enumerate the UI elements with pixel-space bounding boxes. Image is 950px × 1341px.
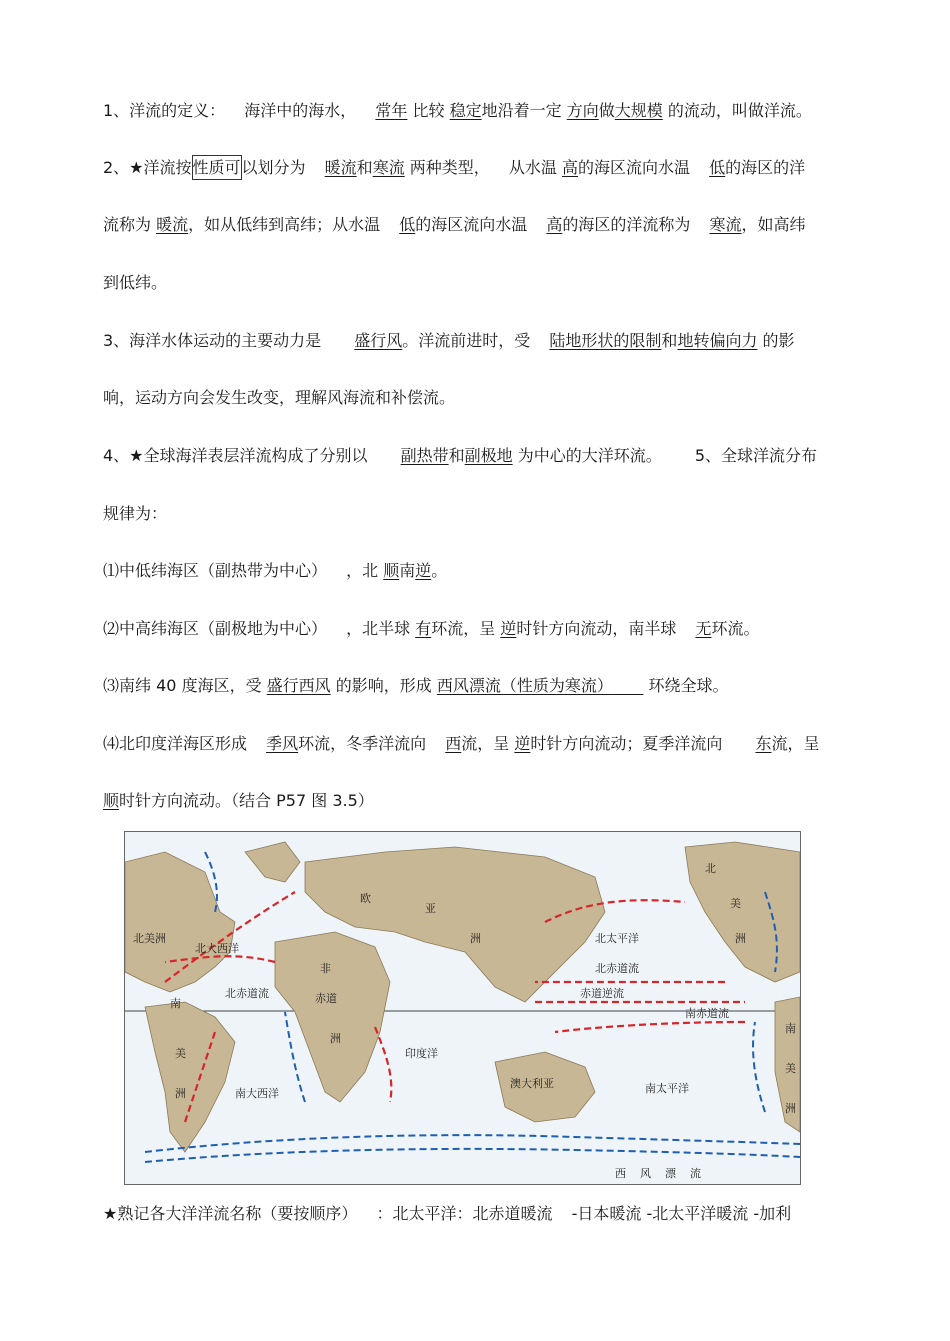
map-label: 洲 xyxy=(735,932,746,945)
map-label: 欧 xyxy=(360,892,371,905)
map-label: 漂 xyxy=(665,1167,676,1180)
text: ，北半球 xyxy=(346,619,411,638)
map-label: 南 xyxy=(785,1022,796,1035)
text: 流，呈 xyxy=(771,734,820,753)
map-label: 非 xyxy=(320,962,331,975)
answer: 低 xyxy=(709,158,726,177)
map-label: 南太平洋 xyxy=(645,1082,689,1095)
rule-4 xyxy=(103,733,868,755)
text: 时针方向流动；夏季洋流向 xyxy=(530,734,723,753)
text: 。 xyxy=(431,561,448,580)
map-label: 风 xyxy=(640,1167,651,1180)
text: -加利 xyxy=(753,1204,792,1223)
map-label: 南 xyxy=(170,997,181,1010)
text: 到低纬。 xyxy=(103,273,168,292)
map-label: 北赤道流 xyxy=(225,987,269,1000)
text: 3.5） xyxy=(332,791,374,810)
text: 1、洋流的定义： xyxy=(103,101,226,120)
answer: 低 xyxy=(399,215,416,234)
text: 的海区流向水温 xyxy=(578,158,691,177)
answer: 东 xyxy=(755,734,772,753)
map-label: 南大西洋 xyxy=(235,1087,279,1100)
answer: 逆 xyxy=(500,619,517,638)
text: 为中心的大洋环流。 xyxy=(517,446,662,465)
answer: 季风 xyxy=(266,734,299,753)
text: ，如高纬 xyxy=(741,215,806,234)
map-label: 北太平洋 xyxy=(595,932,639,945)
paragraph-1 xyxy=(103,100,868,122)
text: ⑷北印度洋海区形成 xyxy=(103,734,248,753)
text: 的流动，叫做洋流。 xyxy=(667,101,812,120)
answer: 高 xyxy=(546,215,563,234)
answer: 无 xyxy=(695,619,712,638)
map-label: 洲 xyxy=(470,932,481,945)
map-label: 北赤道流 xyxy=(595,962,639,975)
map-label: 流 xyxy=(690,1167,701,1180)
paragraph-2-line-3 xyxy=(103,272,868,294)
answer: 寒流 xyxy=(709,215,742,234)
answer: 顺 xyxy=(383,561,400,580)
text: 的海区的洋流称为 xyxy=(562,215,691,234)
ocean-currents-map xyxy=(124,831,801,1185)
text: ：北太平洋：北赤道暖流 xyxy=(376,1204,553,1223)
map-label: 西 xyxy=(615,1167,626,1180)
text: 以划分为 xyxy=(241,158,306,177)
answer: 副热带 xyxy=(400,446,449,465)
text: 。洋流前进时，受 xyxy=(402,331,531,350)
text: ★熟记各大洋洋流名称（要按顺序） xyxy=(103,1204,358,1223)
text: 40 xyxy=(156,676,177,695)
text: 两种类型， xyxy=(409,158,490,177)
rule-4-line-2 xyxy=(103,790,868,812)
answer: 西风漂流（性质为寒流） xyxy=(436,676,613,695)
text: 3、海洋水体运动的主要动力是 xyxy=(103,331,322,350)
text: 海洋中的海水， xyxy=(244,101,357,120)
answer: 西 xyxy=(445,734,462,753)
footer-line xyxy=(103,1203,868,1225)
answer: 寒流 xyxy=(372,158,405,177)
text: 时针方向流动。（结合 xyxy=(119,791,272,810)
answer: 方向 xyxy=(566,101,599,120)
map-label: 美 xyxy=(785,1062,796,1075)
text: 响，运动方向会发生改变，理解风海流和补偿流。 xyxy=(103,388,456,407)
map-label: 澳大利亚 xyxy=(510,1077,554,1090)
text: 的影 xyxy=(762,331,795,350)
answer: 暖流 xyxy=(156,215,189,234)
answer: 副极地 xyxy=(464,446,513,465)
paragraph-4-line-2 xyxy=(103,503,868,525)
text: 规律为： xyxy=(103,504,168,523)
map-label: 印度洋 xyxy=(405,1047,438,1060)
answer: 稳定 xyxy=(449,101,482,120)
answer: 高 xyxy=(562,158,579,177)
text: ⑴中低纬海区（副热带为中心） xyxy=(103,561,328,580)
text: 2、★洋流按 xyxy=(103,158,192,177)
answer: 陆地形状的限制 xyxy=(549,331,662,350)
map-label: 洲 xyxy=(330,1032,341,1045)
text: 地沿着一定 xyxy=(481,101,562,120)
map-label: 北美洲 xyxy=(133,932,166,945)
map-label: 美 xyxy=(175,1047,186,1060)
map-label: 洲 xyxy=(175,1087,186,1100)
rule-3 xyxy=(103,675,868,697)
text: 做 xyxy=(598,101,615,120)
text: -日本暖流 xyxy=(571,1204,642,1223)
text: 南 xyxy=(399,561,416,580)
text: 环流。 xyxy=(711,619,760,638)
text: 的海区的洋 xyxy=(725,158,806,177)
answer: 有 xyxy=(415,619,432,638)
boxed-text: 性质可 xyxy=(192,155,242,180)
text: 流称为 xyxy=(103,215,152,234)
underline-space xyxy=(613,676,644,695)
map-svg xyxy=(125,832,800,1184)
text: 的影响，形成 xyxy=(335,676,432,695)
text: -北太平洋暖流 xyxy=(646,1204,749,1223)
answer: 常年 xyxy=(375,101,408,120)
map-label: 北大西洋 xyxy=(195,942,239,955)
text: 度海区，受 xyxy=(181,676,262,695)
answer: 大规模 xyxy=(614,101,663,120)
text: 环流，呈 xyxy=(431,619,496,638)
answer: 地转偏向力 xyxy=(677,331,758,350)
text: ⑵中高纬海区（副极地为中心） xyxy=(103,619,328,638)
text: P57 xyxy=(276,791,307,810)
answer: 盛行风 xyxy=(354,331,403,350)
text: ，北 xyxy=(346,561,379,580)
answer: 逆 xyxy=(514,734,531,753)
text: 环流，冬季洋流向 xyxy=(298,734,427,753)
rule-1 xyxy=(103,560,868,582)
answer: 顺 xyxy=(103,791,120,810)
text: 和 xyxy=(356,158,373,177)
text: 的海区流向水温 xyxy=(415,215,528,234)
paragraph-2-line-2 xyxy=(103,214,868,236)
text: 流，呈 xyxy=(461,734,510,753)
text: ⑶南纬 xyxy=(103,676,152,695)
paragraph-3-line-2 xyxy=(103,387,868,409)
paragraph-3 xyxy=(103,330,868,352)
text: 和 xyxy=(448,446,465,465)
answer: 逆 xyxy=(415,561,432,580)
text: 和 xyxy=(661,331,678,350)
map-label: 美 xyxy=(730,897,741,910)
text: 时针方向流动，南半球 xyxy=(516,619,677,638)
map-label: 南赤道流 xyxy=(685,1007,729,1020)
text: 4、★全球海洋表层洋流构成了分别以 xyxy=(103,446,368,465)
map-label: 北 xyxy=(705,862,716,875)
text: 5、全球洋流分布 xyxy=(694,446,818,465)
text: 比较 xyxy=(412,101,445,120)
map-label: 赤道 xyxy=(315,992,337,1005)
text: 从水温 xyxy=(508,158,557,177)
paragraph-4 xyxy=(103,445,868,467)
rule-2 xyxy=(103,618,868,640)
map-label: 赤道逆流 xyxy=(580,987,624,1000)
answer: 盛行西风 xyxy=(266,676,331,695)
answer: 暖流 xyxy=(324,158,357,177)
paragraph-2 xyxy=(103,157,868,179)
map-label: 亚 xyxy=(425,902,436,915)
map-label: 洲 xyxy=(785,1102,796,1115)
text: ，如从低纬到高纬；从水温 xyxy=(188,215,381,234)
text: 环绕全球。 xyxy=(648,676,729,695)
text: 图 xyxy=(311,791,328,810)
